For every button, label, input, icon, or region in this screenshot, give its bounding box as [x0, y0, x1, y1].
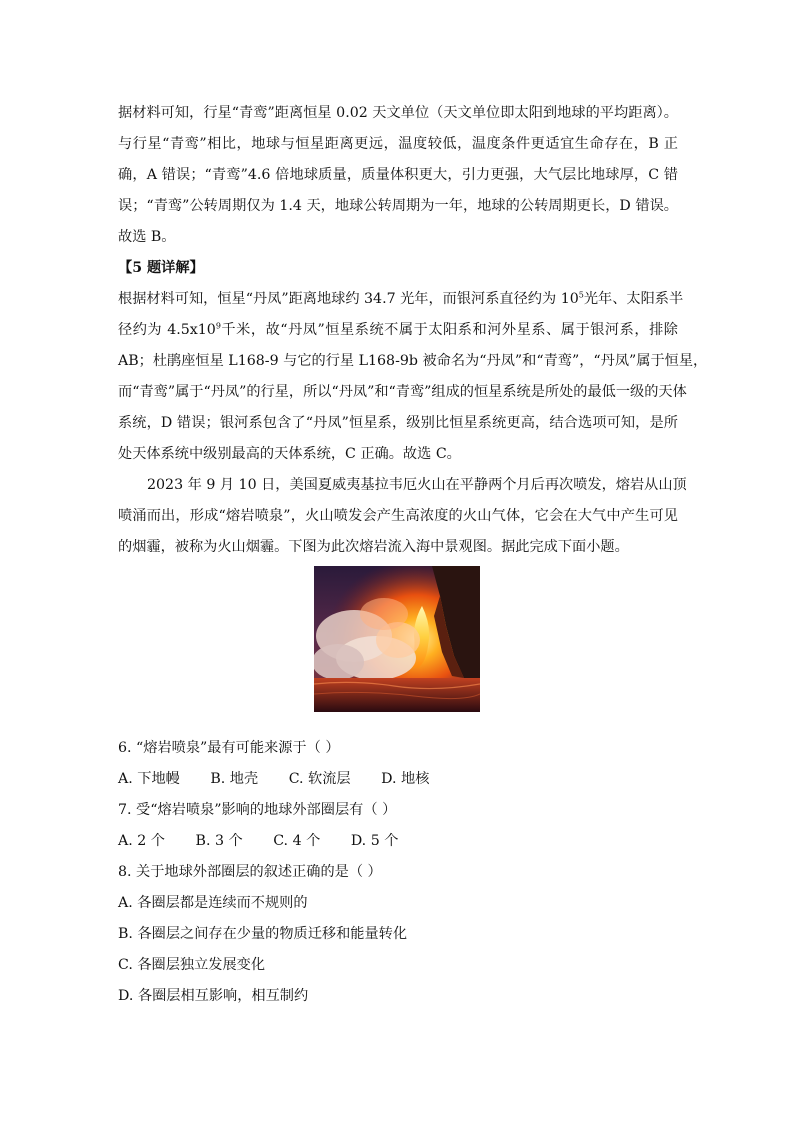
- text-line: 径约为 $4.5x10^9$千米，故“丹凤”恒星系统不属于太阳系和河外星系、属于银河系，排除: [118, 321, 678, 338]
- text-line: 而“青鸾”属于“丹凤”的行星，所以“丹凤”和“青鸾”组成的恒星系统是所处的最低一级的天体: [118, 384, 687, 400]
- text-line: 喷涌而出，形成“熔岩喷泉”，火山喷发会产生高浓度的火山气体，它会在大气中产生可见: [118, 508, 678, 524]
- text-line: 2023 年 9 月 10 日，美国夏威夷基拉韦厄火山在平静两个月后再次喷发，熔岩从山顶: [147, 477, 687, 493]
- material-paragraph: [118, 470, 687, 563]
- text-line: 的烟霾，被称为火山烟霾。下图为此次熔岩流入海中景观图。据此完成下面小题。: [118, 539, 629, 555]
- options-row: [118, 764, 678, 795]
- option-c[interactable]: C. 软流层: [288, 771, 351, 787]
- option-c[interactable]: C. 各圈层独立发展变化: [118, 957, 266, 973]
- figure-container: [118, 563, 678, 733]
- option-d[interactable]: D. 地核: [381, 771, 430, 787]
- lava-ocean-photo: [314, 566, 480, 712]
- text-line: 系统，D 错误；银河系包含了“丹凤”恒星系，级别比恒星系统更高，结合选项可知，是所: [118, 415, 678, 431]
- question-stem: 7. 受“熔岩喷泉”影响的地球外部圈层有（ ）: [118, 802, 397, 818]
- text-line: AB；杜鹃座恒星 L168-9 与它的行星 L168-9b 被命名为“丹凤”和“青鸾”，“丹凤”属于恒星，: [118, 353, 708, 369]
- text-line: 误；“青鸾”公转周期仅为 1.4 天，地球公转周期为一年，地球的公转周期更长，D 错误。: [118, 198, 678, 214]
- option-a[interactable]: A. 下地幔: [118, 771, 180, 787]
- text-line: 与行星“青鸾”相比，地球与恒星距离更远，温度较低，温度条件更适宜生命存在，B 正: [118, 136, 678, 152]
- question-6: [118, 733, 678, 795]
- question-8: [118, 857, 678, 1012]
- option-a[interactable]: A. 2 个: [118, 833, 165, 849]
- text-line: 确，A 错误；“青鸾”4.6 倍地球质量，质量体积更大，引力更强，大气层比地球厚，C 错: [118, 167, 678, 183]
- option-b[interactable]: B. 3 个: [195, 833, 243, 849]
- option-a[interactable]: A. 各圈层都是连续而不规则的: [118, 895, 308, 911]
- text-line: 处天体系统中级别最高的天体系统，C 正确。故选 C。: [118, 446, 461, 462]
- options-row: [118, 826, 678, 857]
- question-stem: 8. 关于地球外部圈层的叙述正确的是（ ）: [118, 864, 382, 880]
- option-b[interactable]: B. 地壳: [210, 771, 259, 787]
- q5-explanation: [118, 284, 708, 470]
- q4-explanation: [118, 98, 678, 253]
- document-page: [118, 98, 708, 1012]
- question-7: [118, 795, 678, 857]
- option-d[interactable]: D. 5 个: [350, 833, 399, 849]
- option-b[interactable]: B. 各圈层之间存在少量的物质迁移和能量转化: [118, 926, 408, 942]
- question-stem: 6. “熔岩喷泉”最有可能来源于（ ）: [118, 740, 340, 756]
- text-line: 据材料可知，行星“青鸾”距离恒星 0.02 天文单位（天文单位即太阳到地球的平均距离）。: [118, 105, 678, 121]
- option-c[interactable]: C. 4 个: [273, 833, 321, 849]
- text-line: 故选 B。: [118, 229, 176, 245]
- option-d[interactable]: D. 各圈层相互影响，相互制约: [118, 988, 309, 1004]
- text-line: 根据材料可知，恒星“丹凤”距离地球约 34.7 光年，而银河系直径约为 $10^5$光年、太阳系半: [118, 290, 684, 307]
- q5-heading: 【5 题详解】: [118, 260, 204, 276]
